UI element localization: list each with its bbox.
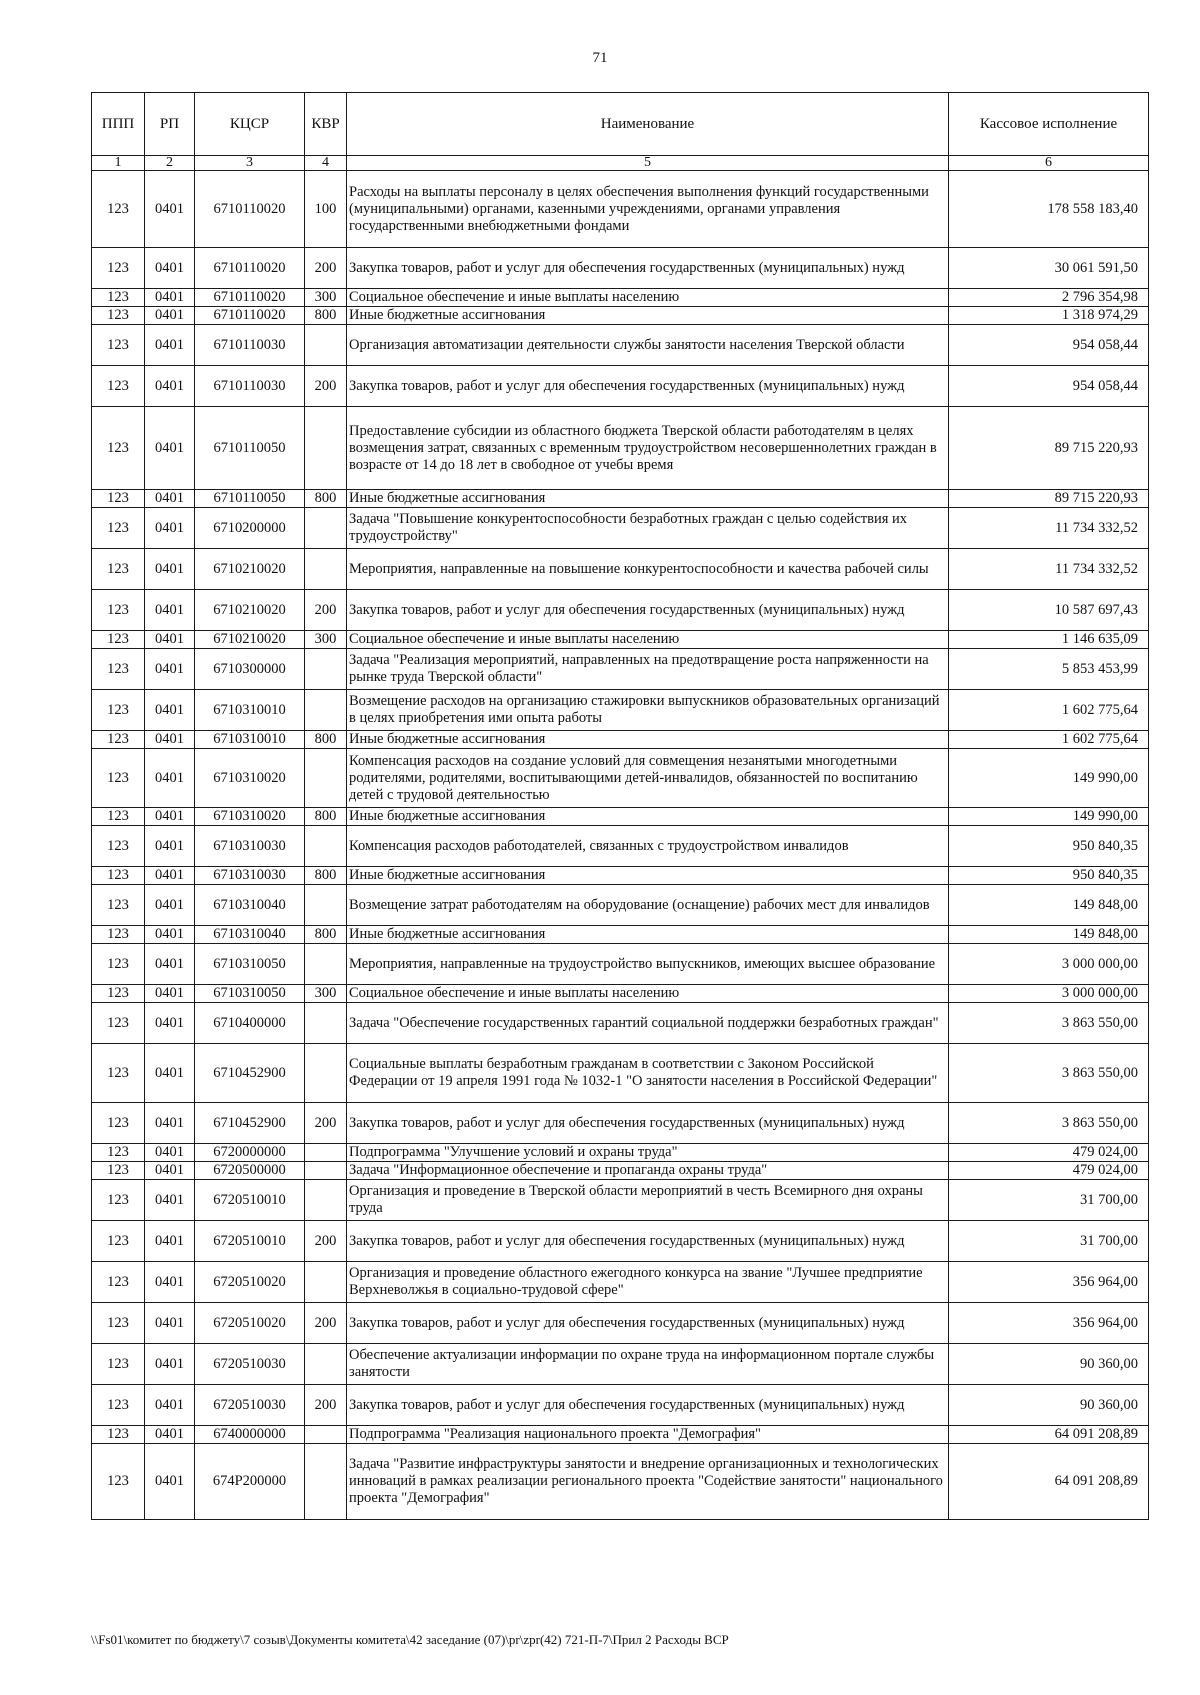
cell-amount: 1 318 974,29 — [949, 307, 1149, 325]
table-row — [92, 549, 1149, 590]
cell-name: Мероприятия, направленные на повышение конкурентоспособности и качества рабочей силы — [347, 549, 949, 590]
cell-rp: 0401 — [145, 867, 195, 885]
cell-kvr — [305, 1003, 347, 1044]
cell-kcsr: 6710310010 — [195, 731, 305, 749]
cell-amount: 178 558 183,40 — [949, 171, 1149, 248]
cell-amount: 10 587 697,43 — [949, 590, 1149, 631]
table-row — [92, 1385, 1149, 1426]
cell-ppp: 123 — [92, 1162, 145, 1180]
cell-ppp: 123 — [92, 1003, 145, 1044]
cell-rp: 0401 — [145, 1103, 195, 1144]
table-row — [92, 1003, 1149, 1044]
cell-kcsr: 6710210020 — [195, 549, 305, 590]
header-rp: РП — [145, 93, 195, 156]
cell-amount: 954 058,44 — [949, 366, 1149, 407]
column-number: 2 — [145, 156, 195, 171]
cell-ppp: 123 — [92, 325, 145, 366]
cell-kcsr: 6710310020 — [195, 749, 305, 808]
cell-rp: 0401 — [145, 731, 195, 749]
cell-kvr: 200 — [305, 1385, 347, 1426]
cell-name: Подпрограмма "Реализация национального проекта "Демография" — [347, 1426, 949, 1444]
cell-ppp: 123 — [92, 289, 145, 307]
cell-amount: 2 796 354,98 — [949, 289, 1149, 307]
table-row — [92, 366, 1149, 407]
cell-kcsr: 6710110030 — [195, 325, 305, 366]
cell-rp: 0401 — [145, 289, 195, 307]
column-number: 3 — [195, 156, 305, 171]
cell-ppp: 123 — [92, 808, 145, 826]
cell-rp: 0401 — [145, 1180, 195, 1221]
header-ppp: ППП — [92, 93, 145, 156]
cell-kcsr: 6710452900 — [195, 1044, 305, 1103]
column-numbers-row — [92, 156, 1149, 171]
table-header — [92, 93, 1149, 156]
cell-kvr — [305, 885, 347, 926]
cell-name: Закупка товаров, работ и услуг для обеспечения государственных (муниципальных) нужд — [347, 1385, 949, 1426]
cell-name: Иные бюджетные ассигнования — [347, 808, 949, 826]
cell-rp: 0401 — [145, 549, 195, 590]
cell-amount: 90 360,00 — [949, 1385, 1149, 1426]
table-row — [92, 985, 1149, 1003]
table-row — [92, 248, 1149, 289]
cell-amount: 89 715 220,93 — [949, 490, 1149, 508]
cell-kcsr: 674P200000 — [195, 1444, 305, 1520]
table-body — [92, 156, 1149, 1520]
cell-kcsr: 6710110050 — [195, 490, 305, 508]
cell-name: Возмещение затрат работодателям на оборудование (оснащение) рабочих мест для инвалидов — [347, 885, 949, 926]
cell-ppp: 123 — [92, 826, 145, 867]
cell-kcsr: 6710110050 — [195, 407, 305, 490]
cell-kvr — [305, 690, 347, 731]
cell-kcsr: 6710110030 — [195, 366, 305, 407]
cell-amount: 64 091 208,89 — [949, 1426, 1149, 1444]
cell-rp: 0401 — [145, 631, 195, 649]
cell-ppp: 123 — [92, 1426, 145, 1444]
cell-amount: 1 602 775,64 — [949, 731, 1149, 749]
cell-amount: 356 964,00 — [949, 1303, 1149, 1344]
cell-kcsr: 6710310050 — [195, 985, 305, 1003]
cell-amount: 31 700,00 — [949, 1180, 1149, 1221]
cell-rp: 0401 — [145, 407, 195, 490]
cell-kcsr: 6710310040 — [195, 926, 305, 944]
cell-ppp: 123 — [92, 631, 145, 649]
cell-name: Предоставление субсидии из областного бюджета Тверской области работодателям в целях возмещения затрат, связанных с временным трудоустройством несовершеннолетних граждан в возрасте от 14 до 18 лет в свободное от учебы время — [347, 407, 949, 490]
cell-amount: 11 734 332,52 — [949, 549, 1149, 590]
cell-ppp: 123 — [92, 1262, 145, 1303]
cell-kvr — [305, 1180, 347, 1221]
cell-kvr — [305, 649, 347, 690]
cell-kcsr: 6710310010 — [195, 690, 305, 731]
cell-kcsr: 6720510020 — [195, 1262, 305, 1303]
table-row — [92, 1144, 1149, 1162]
cell-name: Подпрограмма "Улучшение условий и охраны труда" — [347, 1144, 949, 1162]
cell-amount: 3 863 550,00 — [949, 1103, 1149, 1144]
table-row — [92, 407, 1149, 490]
cell-kvr — [305, 826, 347, 867]
cell-kcsr: 6710110020 — [195, 248, 305, 289]
cell-kvr: 800 — [305, 867, 347, 885]
cell-kcsr: 6710110020 — [195, 307, 305, 325]
cell-ppp: 123 — [92, 1044, 145, 1103]
cell-kvr: 800 — [305, 731, 347, 749]
cell-rp: 0401 — [145, 366, 195, 407]
table-row — [92, 1262, 1149, 1303]
cell-kvr: 300 — [305, 289, 347, 307]
cell-kcsr: 6710400000 — [195, 1003, 305, 1044]
cell-name: Компенсация расходов работодателей, связанных с трудоустройством инвалидов — [347, 826, 949, 867]
table-row — [92, 1103, 1149, 1144]
cell-kcsr: 6710300000 — [195, 649, 305, 690]
cell-rp: 0401 — [145, 1262, 195, 1303]
cell-name: Иные бюджетные ассигнования — [347, 867, 949, 885]
cell-ppp: 123 — [92, 171, 145, 248]
cell-name: Закупка товаров, работ и услуг для обеспечения государственных (муниципальных) нужд — [347, 1221, 949, 1262]
cell-name: Закупка товаров, работ и услуг для обеспечения государственных (муниципальных) нужд — [347, 366, 949, 407]
cell-amount: 3 863 550,00 — [949, 1044, 1149, 1103]
cell-ppp: 123 — [92, 1103, 145, 1144]
cell-kvr — [305, 1044, 347, 1103]
cell-ppp: 123 — [92, 1180, 145, 1221]
page-number: 71 — [592, 50, 608, 66]
table-row — [92, 289, 1149, 307]
cell-ppp: 123 — [92, 885, 145, 926]
cell-kvr — [305, 407, 347, 490]
table-row — [92, 590, 1149, 631]
cell-kvr: 800 — [305, 926, 347, 944]
cell-kvr: 800 — [305, 808, 347, 826]
table-row — [92, 1162, 1149, 1180]
cell-kcsr: 6720510010 — [195, 1221, 305, 1262]
cell-name: Возмещение расходов на организацию стажировки выпускников образовательных организаций в целях приобретения ими опыта работы — [347, 690, 949, 731]
cell-name: Задача "Обеспечение государственных гарантий социальной поддержки безработных граждан" — [347, 1003, 949, 1044]
cell-ppp: 123 — [92, 749, 145, 808]
cell-amount: 30 061 591,50 — [949, 248, 1149, 289]
table-row — [92, 944, 1149, 985]
cell-kvr — [305, 325, 347, 366]
cell-ppp: 123 — [92, 1344, 145, 1385]
cell-rp: 0401 — [145, 985, 195, 1003]
table-row — [92, 808, 1149, 826]
cell-rp: 0401 — [145, 171, 195, 248]
table-row — [92, 325, 1149, 366]
cell-kvr: 300 — [305, 985, 347, 1003]
cell-rp: 0401 — [145, 1162, 195, 1180]
cell-rp: 0401 — [145, 885, 195, 926]
cell-ppp: 123 — [92, 985, 145, 1003]
header-kcsr: КЦСР — [195, 93, 305, 156]
cell-ppp: 123 — [92, 1221, 145, 1262]
cell-amount: 89 715 220,93 — [949, 407, 1149, 490]
cell-rp: 0401 — [145, 649, 195, 690]
cell-name: Задача "Повышение конкурентоспособности безработных граждан с целью содействия их трудоустройству" — [347, 508, 949, 549]
cell-kcsr: 6710310050 — [195, 944, 305, 985]
cell-kvr — [305, 1162, 347, 1180]
cell-rp: 0401 — [145, 325, 195, 366]
table-row — [92, 649, 1149, 690]
cell-amount: 149 848,00 — [949, 885, 1149, 926]
cell-rp: 0401 — [145, 1426, 195, 1444]
table-row — [92, 1344, 1149, 1385]
cell-amount: 954 058,44 — [949, 325, 1149, 366]
cell-kcsr: 6710452900 — [195, 1103, 305, 1144]
cell-amount: 64 091 208,89 — [949, 1444, 1149, 1520]
cell-rp: 0401 — [145, 826, 195, 867]
cell-ppp: 123 — [92, 926, 145, 944]
table-row — [92, 731, 1149, 749]
cell-amount: 11 734 332,52 — [949, 508, 1149, 549]
cell-name: Закупка товаров, работ и услуг для обеспечения государственных (муниципальных) нужд — [347, 248, 949, 289]
cell-amount: 90 360,00 — [949, 1344, 1149, 1385]
cell-amount: 950 840,35 — [949, 826, 1149, 867]
cell-kcsr: 6710210020 — [195, 590, 305, 631]
table-row — [92, 1180, 1149, 1221]
cell-name: Иные бюджетные ассигнования — [347, 926, 949, 944]
cell-ppp: 123 — [92, 307, 145, 325]
column-number: 5 — [347, 156, 949, 171]
cell-amount: 1 146 635,09 — [949, 631, 1149, 649]
cell-amount: 950 840,35 — [949, 867, 1149, 885]
cell-amount: 356 964,00 — [949, 1262, 1149, 1303]
cell-kvr: 200 — [305, 590, 347, 631]
table-row — [92, 1221, 1149, 1262]
cell-ppp: 123 — [92, 1303, 145, 1344]
header-kvr: КВР — [305, 93, 347, 156]
table-row — [92, 490, 1149, 508]
cell-kvr — [305, 508, 347, 549]
footer-file-path: \\Fs01\комитет по бюджету\7 созыв\Документы комитета\42 заседание (07)\pr\zpr(42) 721-П-7\Прил 2 Расходы ВСР — [91, 1632, 729, 1647]
header-name: Наименование — [347, 93, 949, 156]
cell-amount: 3 000 000,00 — [949, 944, 1149, 985]
cell-amount: 3 000 000,00 — [949, 985, 1149, 1003]
cell-amount: 479 024,00 — [949, 1162, 1149, 1180]
cell-name: Организация автоматизации деятельности службы занятости населения Тверской области — [347, 325, 949, 366]
cell-ppp: 123 — [92, 590, 145, 631]
table-row — [92, 1044, 1149, 1103]
cell-rp: 0401 — [145, 307, 195, 325]
cell-kcsr: 6710200000 — [195, 508, 305, 549]
cell-amount: 3 863 550,00 — [949, 1003, 1149, 1044]
cell-kvr — [305, 944, 347, 985]
cell-amount: 149 990,00 — [949, 808, 1149, 826]
cell-kcsr: 6720510010 — [195, 1180, 305, 1221]
cell-rp: 0401 — [145, 1044, 195, 1103]
cell-kcsr: 6740000000 — [195, 1426, 305, 1444]
cell-name: Социальное обеспечение и иные выплаты населению — [347, 289, 949, 307]
cell-name: Социальное обеспечение и иные выплаты населению — [347, 985, 949, 1003]
cell-kvr — [305, 1344, 347, 1385]
cell-ppp: 123 — [92, 549, 145, 590]
cell-name: Закупка товаров, работ и услуг для обеспечения государственных (муниципальных) нужд — [347, 590, 949, 631]
cell-name: Расходы на выплаты персоналу в целях обеспечения выполнения функций государственными (муниципальными) органами, казенными учреждениями, органами управления государственными внебюджетными фондами — [347, 171, 949, 248]
cell-name: Закупка товаров, работ и услуг для обеспечения государственных (муниципальных) нужд — [347, 1103, 949, 1144]
cell-ppp: 123 — [92, 366, 145, 407]
cell-kcsr: 6720510020 — [195, 1303, 305, 1344]
cell-kvr: 200 — [305, 1303, 347, 1344]
cell-name: Задача "Информационное обеспечение и пропаганда охраны труда" — [347, 1162, 949, 1180]
cell-kcsr: 6720510030 — [195, 1385, 305, 1426]
cell-name: Социальные выплаты безработным гражданам в соответствии с Законом Российской Федерации от 19 апреля 1991 года № 1032-1 "О занятости населения в Российской Федерации" — [347, 1044, 949, 1103]
cell-rp: 0401 — [145, 749, 195, 808]
cell-name: Обеспечение актуализации информации по охране труда на информационном портале службы занятости — [347, 1344, 949, 1385]
cell-kvr — [305, 749, 347, 808]
cell-ppp: 123 — [92, 944, 145, 985]
cell-amount: 479 024,00 — [949, 1144, 1149, 1162]
cell-name: Организация и проведение в Тверской области мероприятий в честь Всемирного дня охраны труда — [347, 1180, 949, 1221]
header-amount: Кассовое исполнение — [949, 93, 1149, 156]
cell-rp: 0401 — [145, 1303, 195, 1344]
cell-rp: 0401 — [145, 944, 195, 985]
cell-rp: 0401 — [145, 248, 195, 289]
cell-kcsr: 6720000000 — [195, 1144, 305, 1162]
cell-kvr: 800 — [305, 307, 347, 325]
cell-name: Закупка товаров, работ и услуг для обеспечения государственных (муниципальных) нужд — [347, 1303, 949, 1344]
cell-ppp: 123 — [92, 1144, 145, 1162]
cell-kcsr: 6710110020 — [195, 171, 305, 248]
cell-kvr — [305, 1444, 347, 1520]
column-number: 1 — [92, 156, 145, 171]
cell-amount: 31 700,00 — [949, 1221, 1149, 1262]
cell-kvr: 200 — [305, 248, 347, 289]
table-row — [92, 631, 1149, 649]
cell-rp: 0401 — [145, 1344, 195, 1385]
cell-name: Компенсация расходов на создание условий для совмещения незанятыми многодетными родителями, родителями, воспитывающими детей-инвалидов, обязанностей по воспитанию детей с трудовой деятельностью — [347, 749, 949, 808]
table-row — [92, 171, 1149, 248]
cell-ppp: 123 — [92, 731, 145, 749]
table-row — [92, 749, 1149, 808]
table-row — [92, 1303, 1149, 1344]
table-row — [92, 508, 1149, 549]
cell-ppp: 123 — [92, 1385, 145, 1426]
cell-rp: 0401 — [145, 490, 195, 508]
cell-kvr — [305, 549, 347, 590]
cell-amount: 149 848,00 — [949, 926, 1149, 944]
cell-ppp: 123 — [92, 690, 145, 731]
cell-ppp: 123 — [92, 490, 145, 508]
cell-name: Задача "Развитие инфраструктуры занятости и внедрение организационных и технологических инноваций в рамках реализации регионального проекта "Содействие занятости" национального проекта "Демография" — [347, 1444, 949, 1520]
cell-kvr — [305, 1262, 347, 1303]
column-number: 4 — [305, 156, 347, 171]
cell-amount: 5 853 453,99 — [949, 649, 1149, 690]
cell-kvr: 800 — [305, 490, 347, 508]
cell-ppp: 123 — [92, 867, 145, 885]
cell-rp: 0401 — [145, 1003, 195, 1044]
cell-ppp: 123 — [92, 649, 145, 690]
cell-ppp: 123 — [92, 248, 145, 289]
cell-ppp: 123 — [92, 508, 145, 549]
cell-name: Задача "Реализация мероприятий, направленных на предотвращение роста напряженности на рынке труда Тверской области" — [347, 649, 949, 690]
cell-ppp: 123 — [92, 1444, 145, 1520]
cell-rp: 0401 — [145, 590, 195, 631]
cell-kvr: 200 — [305, 1103, 347, 1144]
cell-amount: 149 990,00 — [949, 749, 1149, 808]
cell-rp: 0401 — [145, 508, 195, 549]
table-row — [92, 867, 1149, 885]
table-row — [92, 1426, 1149, 1444]
cell-name: Мероприятия, направленные на трудоустройство выпускников, имеющих высшее образование — [347, 944, 949, 985]
cell-kcsr: 6710210020 — [195, 631, 305, 649]
cell-kcsr: 6710310030 — [195, 867, 305, 885]
cell-kvr: 200 — [305, 366, 347, 407]
cell-rp: 0401 — [145, 690, 195, 731]
cell-kcsr: 6710310020 — [195, 808, 305, 826]
cell-rp: 0401 — [145, 1144, 195, 1162]
cell-kvr — [305, 1144, 347, 1162]
table-row — [92, 307, 1149, 325]
table-row — [92, 885, 1149, 926]
cell-kcsr: 6710110020 — [195, 289, 305, 307]
cell-rp: 0401 — [145, 1444, 195, 1520]
table-row — [92, 926, 1149, 944]
cell-kcsr: 6710310040 — [195, 885, 305, 926]
budget-table — [91, 92, 1149, 1520]
table-row — [92, 690, 1149, 731]
column-number: 6 — [949, 156, 1149, 171]
cell-name: Иные бюджетные ассигнования — [347, 490, 949, 508]
cell-rp: 0401 — [145, 808, 195, 826]
cell-name: Социальное обеспечение и иные выплаты населению — [347, 631, 949, 649]
cell-rp: 0401 — [145, 926, 195, 944]
table-row — [92, 826, 1149, 867]
cell-kvr: 300 — [305, 631, 347, 649]
cell-amount: 1 602 775,64 — [949, 690, 1149, 731]
cell-name: Иные бюджетные ассигнования — [347, 307, 949, 325]
cell-name: Иные бюджетные ассигнования — [347, 731, 949, 749]
cell-kvr: 200 — [305, 1221, 347, 1262]
cell-kvr — [305, 1426, 347, 1444]
cell-kcsr: 6720510030 — [195, 1344, 305, 1385]
table-row — [92, 1444, 1149, 1520]
cell-name: Организация и проведение областного ежегодного конкурса на звание "Лучшее предприятие Верхневолжья в социально-трудовой сфере" — [347, 1262, 949, 1303]
cell-rp: 0401 — [145, 1221, 195, 1262]
cell-ppp: 123 — [92, 407, 145, 490]
cell-kcsr: 6710310030 — [195, 826, 305, 867]
cell-rp: 0401 — [145, 1385, 195, 1426]
cell-kcsr: 6720500000 — [195, 1162, 305, 1180]
cell-kvr: 100 — [305, 171, 347, 248]
